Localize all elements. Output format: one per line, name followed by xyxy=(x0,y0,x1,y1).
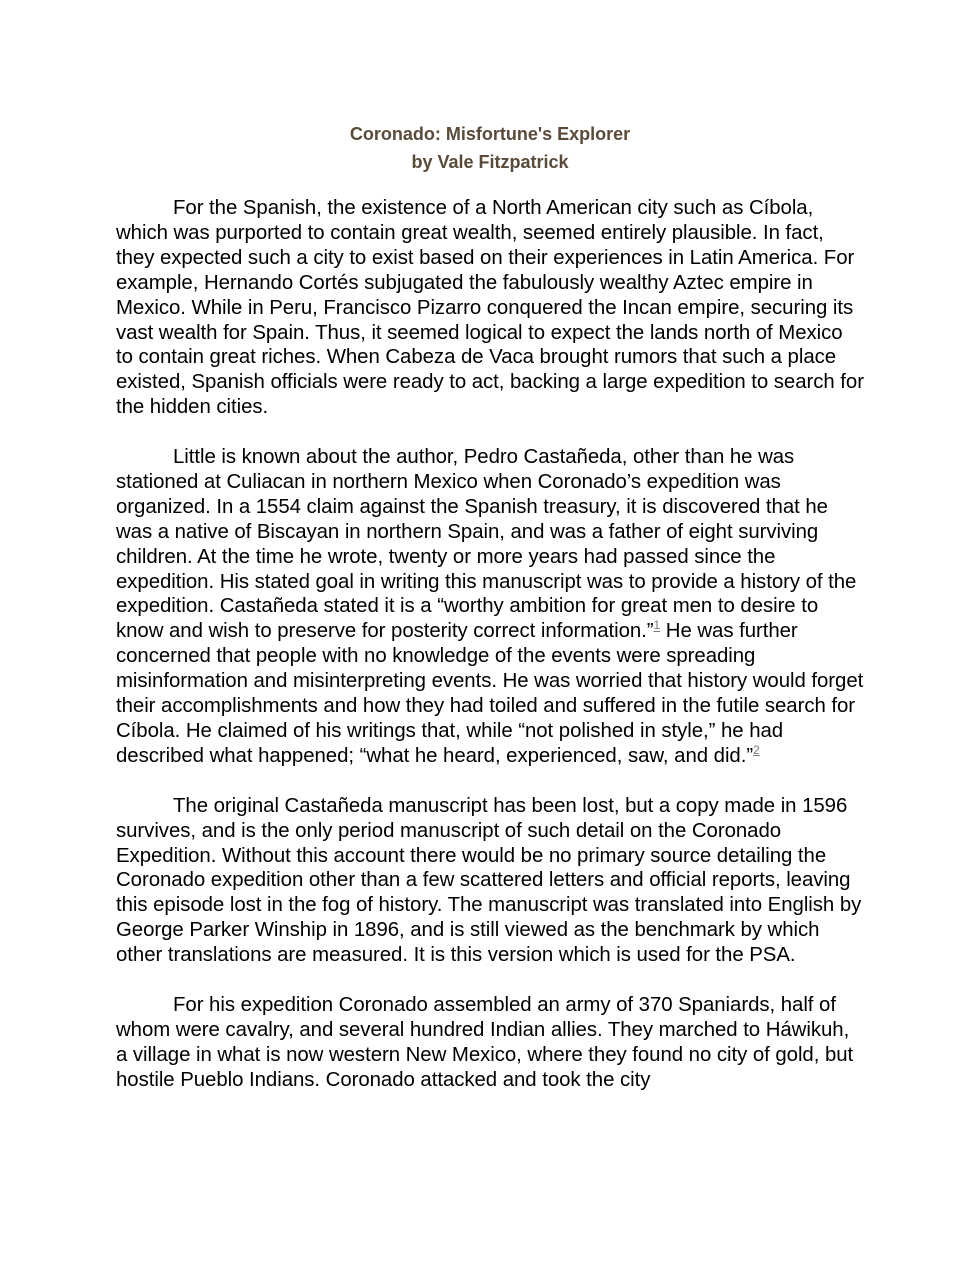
footnote-link-2[interactable]: 2 xyxy=(753,743,760,758)
document-page xyxy=(116,120,864,1117)
author-byline: by Vale Fitzpatrick xyxy=(411,152,569,172)
paragraph-2 xyxy=(116,445,864,769)
paragraph-2-part-a: Little is known about the author, Pedro Castañeda, other than he was stationed at Culiacan in northern Mexico when Coronado’s expedition was organized. In a 1554 claim against the Spanish treasury, it is discovered that he was a native of Biscayan in northern Spain, and was a father of eight surviving children. At the time he wrote, twenty or more years had passed since the expedition. His stated goal in writing this manuscript was to provide a history of the expedition. Castañeda stated it is a “worthy ambition for great men to desire to know and wish to preserve for posterity correct information.” xyxy=(116,446,857,643)
paragraph-3: The original Castañeda manuscript has been lost, but a copy made in 1596 survives, and is the only period manuscript of such detail on the Coronado Expedition. Without this account there would be no primary source detailing the Coronado expedition other than a few scattered letters and official reports, leaving this episode lost in the fog of history. The manuscript was translated into English by George Parker Winship in 1896, and is still viewed as the benchmark by which other translations are measured. It is this version which is used for the PSA. xyxy=(116,794,862,967)
document-title: Coronado: Misfortune's Explorer xyxy=(349,124,631,144)
paragraph-1: For the Spanish, the existence of a North American city such as Cíbola, which was purported to contain great wealth, seemed entirely plausible. In fact, they expected such a city to exist based on their experiences in Latin America. For example, Hernando Cortés subjugated the fabulously wealthy Aztec empire in Mexico. While in Peru, Francisco Pizarro conquered the Incan empire, securing its vast wealth for Spain. Thus, it seemed logical to expect the lands north of Mexico to contain great riches. When Cabeza de Vaca brought rumors that such a place existed, Spanish officials were ready to act, backing a large expedition to search for the hidden cities. xyxy=(116,197,864,419)
footnote-link-1[interactable]: 1 xyxy=(653,618,661,633)
paragraph-4: For his expedition Coronado assembled an army of 370 Spaniards, half of whom were cavalry, and several hundred Indian allies. They marched to Háwikuh, a village in what is now western New Mexico, where they found no city of gold, but hostile Pueblo Indians. Coronado attacked and took the city xyxy=(116,993,854,1091)
paragraph-2-part-b: He was further concerned that people with no knowledge of the events were spreading misinformation and misinterpreting events. He was worried that history would forget their accomplishments and how they had toiled and suffered in the futile search for Cíbola. He claimed of his writings that, while “not polished in style,” he had described what happened; “what he heard, experienced, saw, and did.” xyxy=(116,620,864,767)
